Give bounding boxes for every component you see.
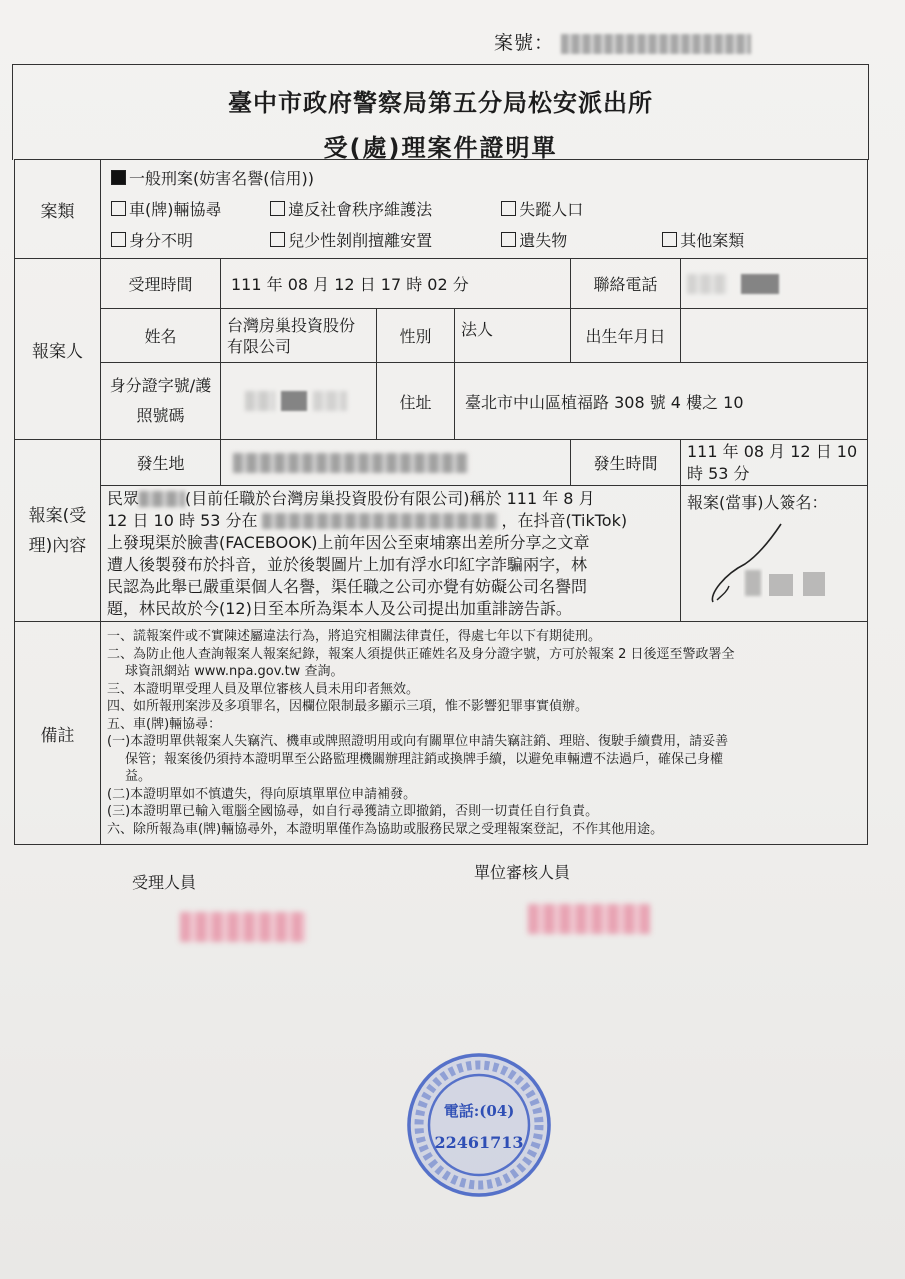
- case-type-missing-person: 失蹤人口: [501, 194, 583, 225]
- checkbox-empty-icon: [270, 232, 285, 247]
- checkbox-checked-icon: [111, 170, 126, 185]
- case-number: [494, 28, 751, 55]
- form-title-name: 受(處)理案件證明單: [323, 134, 558, 162]
- case-type-general-criminal: 一般刑案(妨害名譽(信用)): [111, 163, 314, 194]
- form-title-agency: 臺中市政府警察局第五分局松安派出所: [228, 89, 653, 117]
- case-type-child-exploitation: 兒少性剝削擅離安置: [270, 225, 476, 256]
- checkbox-empty-icon: [501, 201, 516, 216]
- case-type-label: 案類: [15, 160, 101, 259]
- received-time-value: 111 年 08 月 12 日 17 時 02 分: [221, 259, 571, 309]
- case-type-options: [101, 160, 868, 259]
- case-type-social-order: 違反社會秩序維護法: [270, 194, 476, 225]
- report-narrative: 民眾 (目前任職於台灣房巢投資股份有限公司)稱於 111 年 8 月 12 日 10 時 53 分在 ，在抖音(TikTok) 上發現渠於臉書(FACEBOOK)上前年因公至柬埔寨出差所分享之文章 遭人後製發布於抖音，並於後製圖片上加有浮水印紅字詐騙兩字，林 民認為此舉已嚴重渠個人名譽，渠任職之公司亦覺有妨礙公司名譽問 題，林民故於今(12)日至本所為渠本人及公司提出加重誹謗告訴。: [101, 486, 681, 622]
- officer-stamp-redacted: [180, 912, 306, 942]
- remarks-label: 備註: [15, 622, 101, 845]
- reviewer-stamp-redacted: [528, 904, 650, 934]
- received-time-label: 受理時間: [101, 259, 221, 309]
- report-section-label: 報案(受理)內容: [15, 440, 101, 622]
- checkbox-empty-icon: [270, 201, 285, 216]
- case-number-label: 案號：: [494, 32, 555, 54]
- case-form-table: [14, 159, 868, 845]
- dob-label: 出生年月日: [571, 309, 681, 363]
- form-title: [12, 64, 869, 160]
- seal-phone-label: 電話:(04): [443, 1102, 515, 1120]
- police-station-seal: [404, 1050, 554, 1200]
- reviewer-label: 單位審核人員: [474, 863, 571, 882]
- name-label: 姓名: [101, 309, 221, 363]
- dob-value: [681, 309, 868, 363]
- address-value: 臺北市中山區植福路 308 號 4 樓之 10: [455, 363, 868, 440]
- signature-label: 報案(當事)人簽名：: [687, 493, 828, 512]
- checkbox-empty-icon: [111, 232, 126, 247]
- occurrence-time-label: 發生時間: [571, 440, 681, 486]
- redacted-location: [262, 513, 498, 529]
- seal-phone-number: 22461713: [434, 1133, 524, 1152]
- officer-label: 受理人員: [132, 873, 197, 892]
- handwritten-signature: [685, 514, 845, 619]
- redacted-name: [139, 491, 185, 507]
- id-label: 身分證字號/護照號碼: [101, 363, 221, 440]
- name-value: 台灣房巢投資股份有限公司: [221, 309, 377, 363]
- case-type-lost-property: 遺失物: [501, 225, 637, 256]
- checkbox-empty-icon: [501, 232, 516, 247]
- occurrence-place-label: 發生地: [101, 440, 221, 486]
- phone-label: 聯絡電話: [571, 259, 681, 309]
- checkbox-empty-icon: [111, 201, 126, 216]
- case-type-unknown-identity: 身分不明: [111, 225, 245, 256]
- occurrence-place-redacted: [221, 440, 571, 486]
- case-type-vehicle-search: 車(牌)輛協尋: [111, 194, 245, 225]
- case-type-other: 其他案類: [662, 225, 744, 256]
- case-number-redacted: [561, 34, 751, 54]
- signature-cell: [681, 486, 868, 622]
- checkbox-empty-icon: [662, 232, 677, 247]
- reporter-section-label: 報案人: [15, 259, 101, 440]
- gender-value: 法人: [455, 309, 571, 363]
- phone-value-redacted: [681, 259, 868, 309]
- occurrence-time-value: 111 年 08 月 12 日 10 時 53 分: [681, 440, 868, 486]
- remarks-content: 一、謊報案件或不實陳述屬違法行為，將追究相關法律責任，得處七年以下有期徒刑。 二、為防止他人查詢報案人報案紀錄，報案人須提供正確姓名及身分證字號，方可於報案 2 日後逕至警政署全 球資訊網站 www.npa.gov.tw 查詢。 三、本證明單受理人員及單位審核人員未用印者無效。 四、如所報刑案涉及多項罪名，因欄位限制最多顯示三項，惟不影響犯罪事實偵辦。 五、車(牌)輛協尋： (一)本證明單供報案人失竊汽、機車或牌照證明用或向有關單位申請失竊註銷、理賠、復駛手續費用，請妥善 保管；報案後仍須持本證明單至公路監理機關辦理註銷或換牌手續，以避免車輛遭不法過戶，確保己身權 益。 (二)本證明單如不慎遺失，得向原填單單位申請補發。 (三)本證明單已輸入電腦全國協尋，如自行尋獲請立即撤銷，否則一切責任自行負責。 六、除所報為車(牌)輛協尋外，本證明單僅作為協助或服務民眾之受理報案登記，不作其他用途。: [101, 622, 868, 845]
- gender-label: 性別: [377, 309, 455, 363]
- address-label: 住址: [377, 363, 455, 440]
- id-value-redacted: [221, 363, 377, 440]
